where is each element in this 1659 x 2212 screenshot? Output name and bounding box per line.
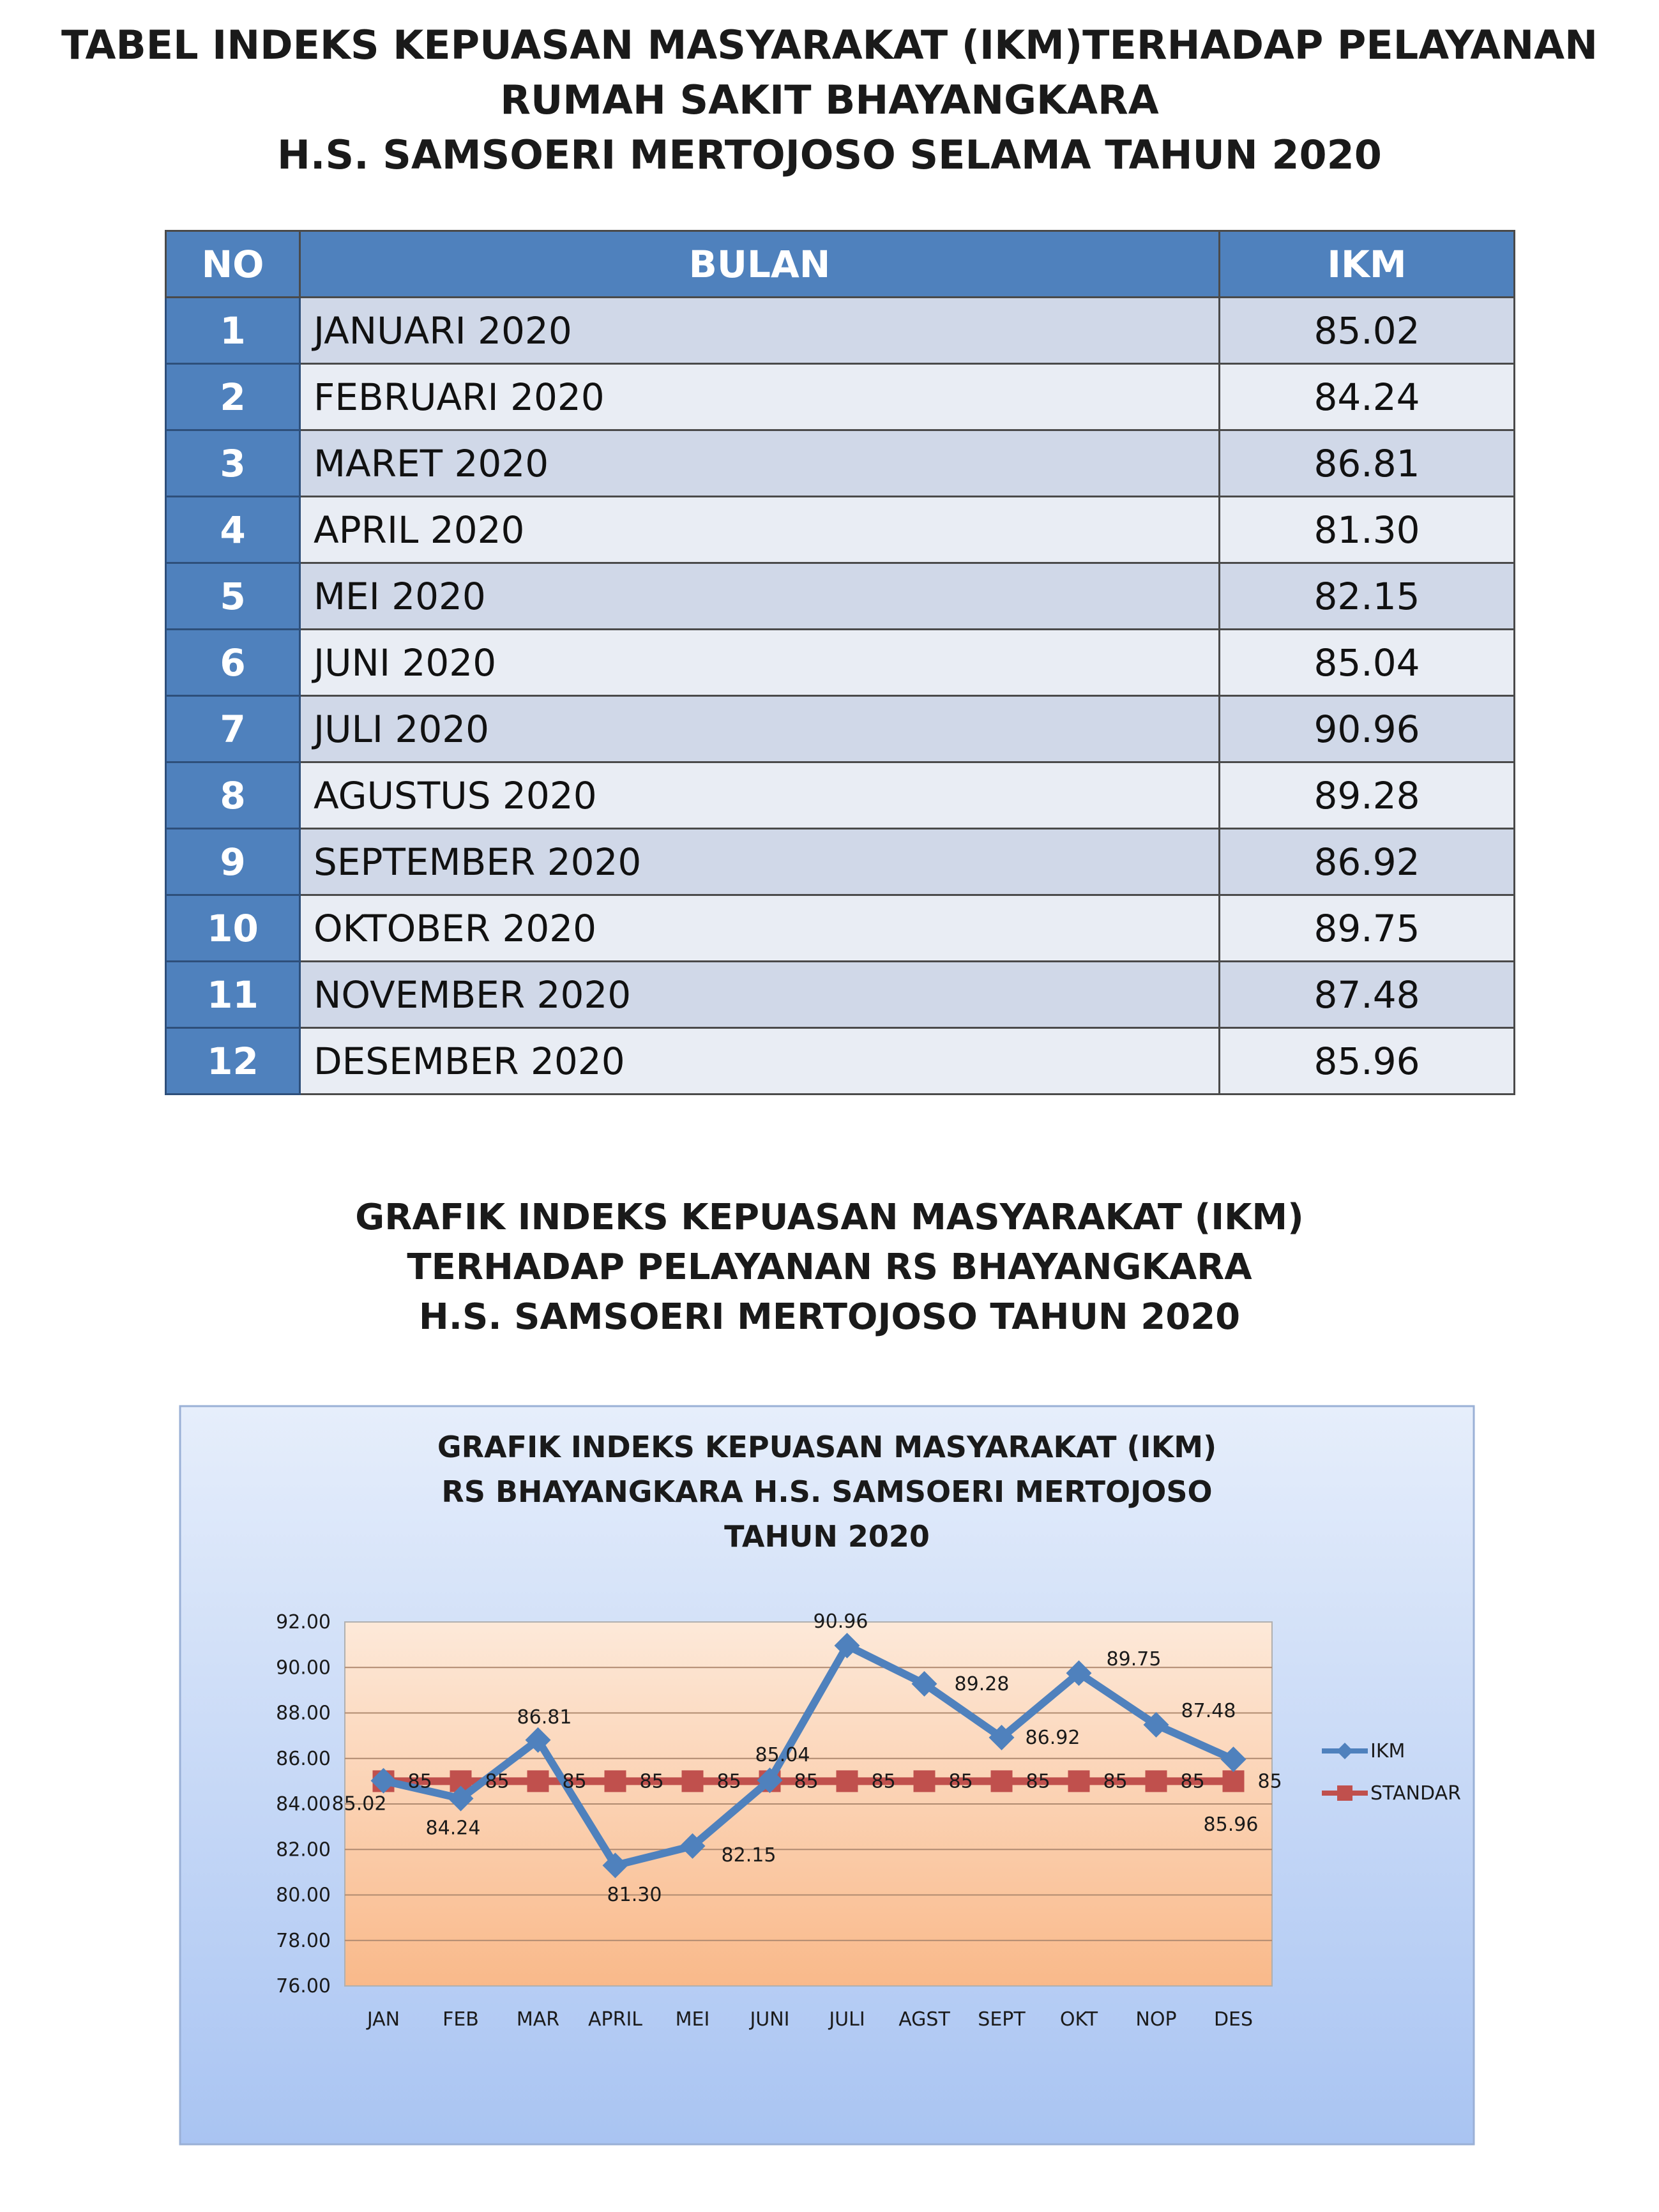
cell-bulan: OKTOBER 2020 bbox=[300, 895, 1220, 962]
standar-data-label: 85 bbox=[1026, 1770, 1050, 1793]
x-tick-label: SEPT bbox=[978, 2008, 1026, 2031]
x-tick-label: FEB bbox=[443, 2008, 479, 2031]
chart-title-line-2: RS BHAYANGKARA H.S. SAMSOERI MERTOJOSO bbox=[441, 1474, 1213, 1509]
cell-bulan: NOVEMBER 2020 bbox=[300, 962, 1220, 1028]
table-row bbox=[166, 895, 1515, 962]
cell-no: 7 bbox=[166, 696, 300, 762]
standar-data-label: 85 bbox=[1257, 1770, 1282, 1793]
chart-title-line-3: TAHUN 2020 bbox=[724, 1519, 930, 1554]
graph-title-line-3: H.S. SAMSOERI MERTOJOSO TAHUN 2020 bbox=[418, 1296, 1241, 1338]
y-tick-label: 80.00 bbox=[276, 1884, 331, 1907]
table-header-row bbox=[166, 231, 1515, 298]
standar-point bbox=[1068, 1770, 1090, 1792]
x-tick-label: MEI bbox=[675, 2008, 710, 2031]
table-row bbox=[166, 563, 1515, 630]
table-row bbox=[166, 1028, 1515, 1095]
cell-ikm: 85.96 bbox=[1220, 1028, 1515, 1095]
cell-bulan: DESEMBER 2020 bbox=[300, 1028, 1220, 1095]
ikm-data-label: 87.48 bbox=[1181, 1700, 1236, 1723]
table-row bbox=[166, 696, 1515, 762]
ikm-data-label: 84.24 bbox=[425, 1817, 481, 1840]
standar-point bbox=[991, 1770, 1013, 1792]
y-tick-label: 84.00 bbox=[276, 1793, 331, 1815]
standar-data-label: 85 bbox=[639, 1770, 664, 1793]
x-tick-label: NOP bbox=[1135, 2008, 1177, 2031]
x-tick-label: AGST bbox=[898, 2008, 950, 2031]
table-row bbox=[166, 829, 1515, 895]
cell-bulan: JANUARI 2020 bbox=[300, 298, 1220, 364]
standar-data-label: 85 bbox=[485, 1770, 510, 1793]
cell-no: 8 bbox=[166, 762, 300, 829]
standar-point bbox=[1146, 1770, 1167, 1792]
graph-title-line-1: GRAFIK INDEKS KEPUASAN MASYARAKAT (IKM) bbox=[355, 1197, 1304, 1238]
cell-no: 6 bbox=[166, 630, 300, 696]
header-ikm: IKM bbox=[1220, 231, 1515, 298]
cell-bulan: SEPTEMBER 2020 bbox=[300, 829, 1220, 895]
ikm-data-label: 86.81 bbox=[517, 1706, 572, 1729]
ikm-data-label: 85.04 bbox=[755, 1743, 810, 1766]
page-title bbox=[0, 18, 1659, 183]
standar-data-label: 85 bbox=[562, 1770, 587, 1793]
legend-label: IKM bbox=[1370, 1740, 1405, 1762]
ikm-data-label: 90.96 bbox=[813, 1610, 868, 1633]
x-tick-label: JAN bbox=[367, 2008, 400, 2031]
x-tick-label: JULI bbox=[829, 2008, 865, 2031]
standar-point bbox=[914, 1770, 936, 1792]
x-tick-label: MAR bbox=[516, 2008, 560, 2031]
standar-point bbox=[1223, 1770, 1245, 1792]
cell-ikm: 85.04 bbox=[1220, 630, 1515, 696]
header-no: NO bbox=[166, 231, 300, 298]
cell-ikm: 89.28 bbox=[1220, 762, 1515, 829]
y-tick-label: 88.00 bbox=[276, 1702, 331, 1725]
chart-title-line-1: GRAFIK INDEKS KEPUASAN MASYARAKAT (IKM) bbox=[437, 1430, 1217, 1464]
cell-ikm: 87.48 bbox=[1220, 962, 1515, 1028]
y-tick-label: 86.00 bbox=[276, 1747, 331, 1770]
cell-no: 1 bbox=[166, 298, 300, 364]
table-row bbox=[166, 430, 1515, 497]
ikm-data-label: 81.30 bbox=[607, 1884, 662, 1907]
cell-ikm: 81.30 bbox=[1220, 497, 1515, 563]
cell-no: 3 bbox=[166, 430, 300, 497]
header-bulan: BULAN bbox=[300, 231, 1220, 298]
table-row bbox=[166, 298, 1515, 364]
ikm-data-label: 85.02 bbox=[331, 1792, 387, 1815]
cell-bulan: MEI 2020 bbox=[300, 563, 1220, 630]
standar-point bbox=[837, 1770, 858, 1792]
cell-bulan: AGUSTUS 2020 bbox=[300, 762, 1220, 829]
graph-title bbox=[0, 1193, 1659, 1342]
x-tick-label: OKT bbox=[1059, 2008, 1098, 2031]
cell-no: 2 bbox=[166, 364, 300, 430]
cell-bulan: FEBRUARI 2020 bbox=[300, 364, 1220, 430]
table-row bbox=[166, 630, 1515, 696]
cell-ikm: 82.15 bbox=[1220, 563, 1515, 630]
table-row bbox=[166, 364, 1515, 430]
page-title-line-3: H.S. SAMSOERI MERTOJOSO SELAMA TAHUN 2020 bbox=[277, 132, 1382, 178]
ikm-data-label: 89.28 bbox=[954, 1672, 1010, 1695]
x-tick-label: DES bbox=[1213, 2008, 1254, 2031]
cell-no: 10 bbox=[166, 895, 300, 962]
standar-data-label: 85 bbox=[794, 1770, 819, 1793]
cell-bulan: MARET 2020 bbox=[300, 430, 1220, 497]
cell-ikm: 86.81 bbox=[1220, 430, 1515, 497]
standar-data-label: 85 bbox=[871, 1770, 896, 1793]
cell-bulan: JULI 2020 bbox=[300, 696, 1220, 762]
cell-ikm: 85.02 bbox=[1220, 298, 1515, 364]
page-title-line-1: TABEL INDEKS KEPUASAN MASYARAKAT (IKM)TERHADAP PELAYANAN bbox=[61, 22, 1598, 68]
cell-ikm: 90.96 bbox=[1220, 696, 1515, 762]
ikm-data-label: 89.75 bbox=[1106, 1648, 1162, 1671]
y-tick-label: 76.00 bbox=[276, 1975, 331, 1997]
cell-ikm: 89.75 bbox=[1220, 895, 1515, 962]
table-row bbox=[166, 962, 1515, 1028]
ikm-data-label: 82.15 bbox=[721, 1844, 776, 1867]
page-title-line-2: RUMAH SAKIT BHAYANGKARA bbox=[500, 77, 1159, 123]
cell-no: 5 bbox=[166, 563, 300, 630]
standar-point bbox=[682, 1770, 704, 1792]
standar-data-label: 85 bbox=[716, 1770, 741, 1793]
standar-data-label: 85 bbox=[1103, 1770, 1128, 1793]
table-row bbox=[166, 762, 1515, 829]
cell-no: 9 bbox=[166, 829, 300, 895]
x-tick-label: APRIL bbox=[587, 2008, 643, 2031]
legend-label: STANDAR bbox=[1370, 1782, 1461, 1805]
cell-ikm: 86.92 bbox=[1220, 829, 1515, 895]
legend-marker bbox=[1337, 1785, 1352, 1801]
cell-bulan: APRIL 2020 bbox=[300, 497, 1220, 563]
graph-title-line-2: TERHADAP PELAYANAN RS BHAYANGKARA bbox=[407, 1246, 1252, 1288]
table-row bbox=[166, 497, 1515, 563]
cell-ikm: 84.24 bbox=[1220, 364, 1515, 430]
standar-data-label: 85 bbox=[1180, 1770, 1205, 1793]
cell-bulan: JUNI 2020 bbox=[300, 630, 1220, 696]
standar-point bbox=[605, 1770, 626, 1792]
standar-point bbox=[527, 1770, 549, 1792]
y-tick-label: 92.00 bbox=[276, 1611, 331, 1633]
ikm-line-chart bbox=[179, 1405, 1475, 2146]
ikm-data-label: 86.92 bbox=[1025, 1726, 1080, 1749]
y-tick-label: 82.00 bbox=[276, 1838, 331, 1861]
standar-data-label: 85 bbox=[948, 1770, 973, 1793]
cell-no: 4 bbox=[166, 497, 300, 563]
y-tick-label: 78.00 bbox=[276, 1929, 331, 1952]
cell-no: 11 bbox=[166, 962, 300, 1028]
ikm-table bbox=[165, 230, 1515, 1095]
ikm-data-label: 85.96 bbox=[1203, 1814, 1259, 1837]
y-tick-label: 90.00 bbox=[276, 1656, 331, 1679]
standar-data-label: 85 bbox=[407, 1770, 432, 1793]
cell-no: 12 bbox=[166, 1028, 300, 1095]
x-tick-label: JUNI bbox=[750, 2008, 790, 2031]
